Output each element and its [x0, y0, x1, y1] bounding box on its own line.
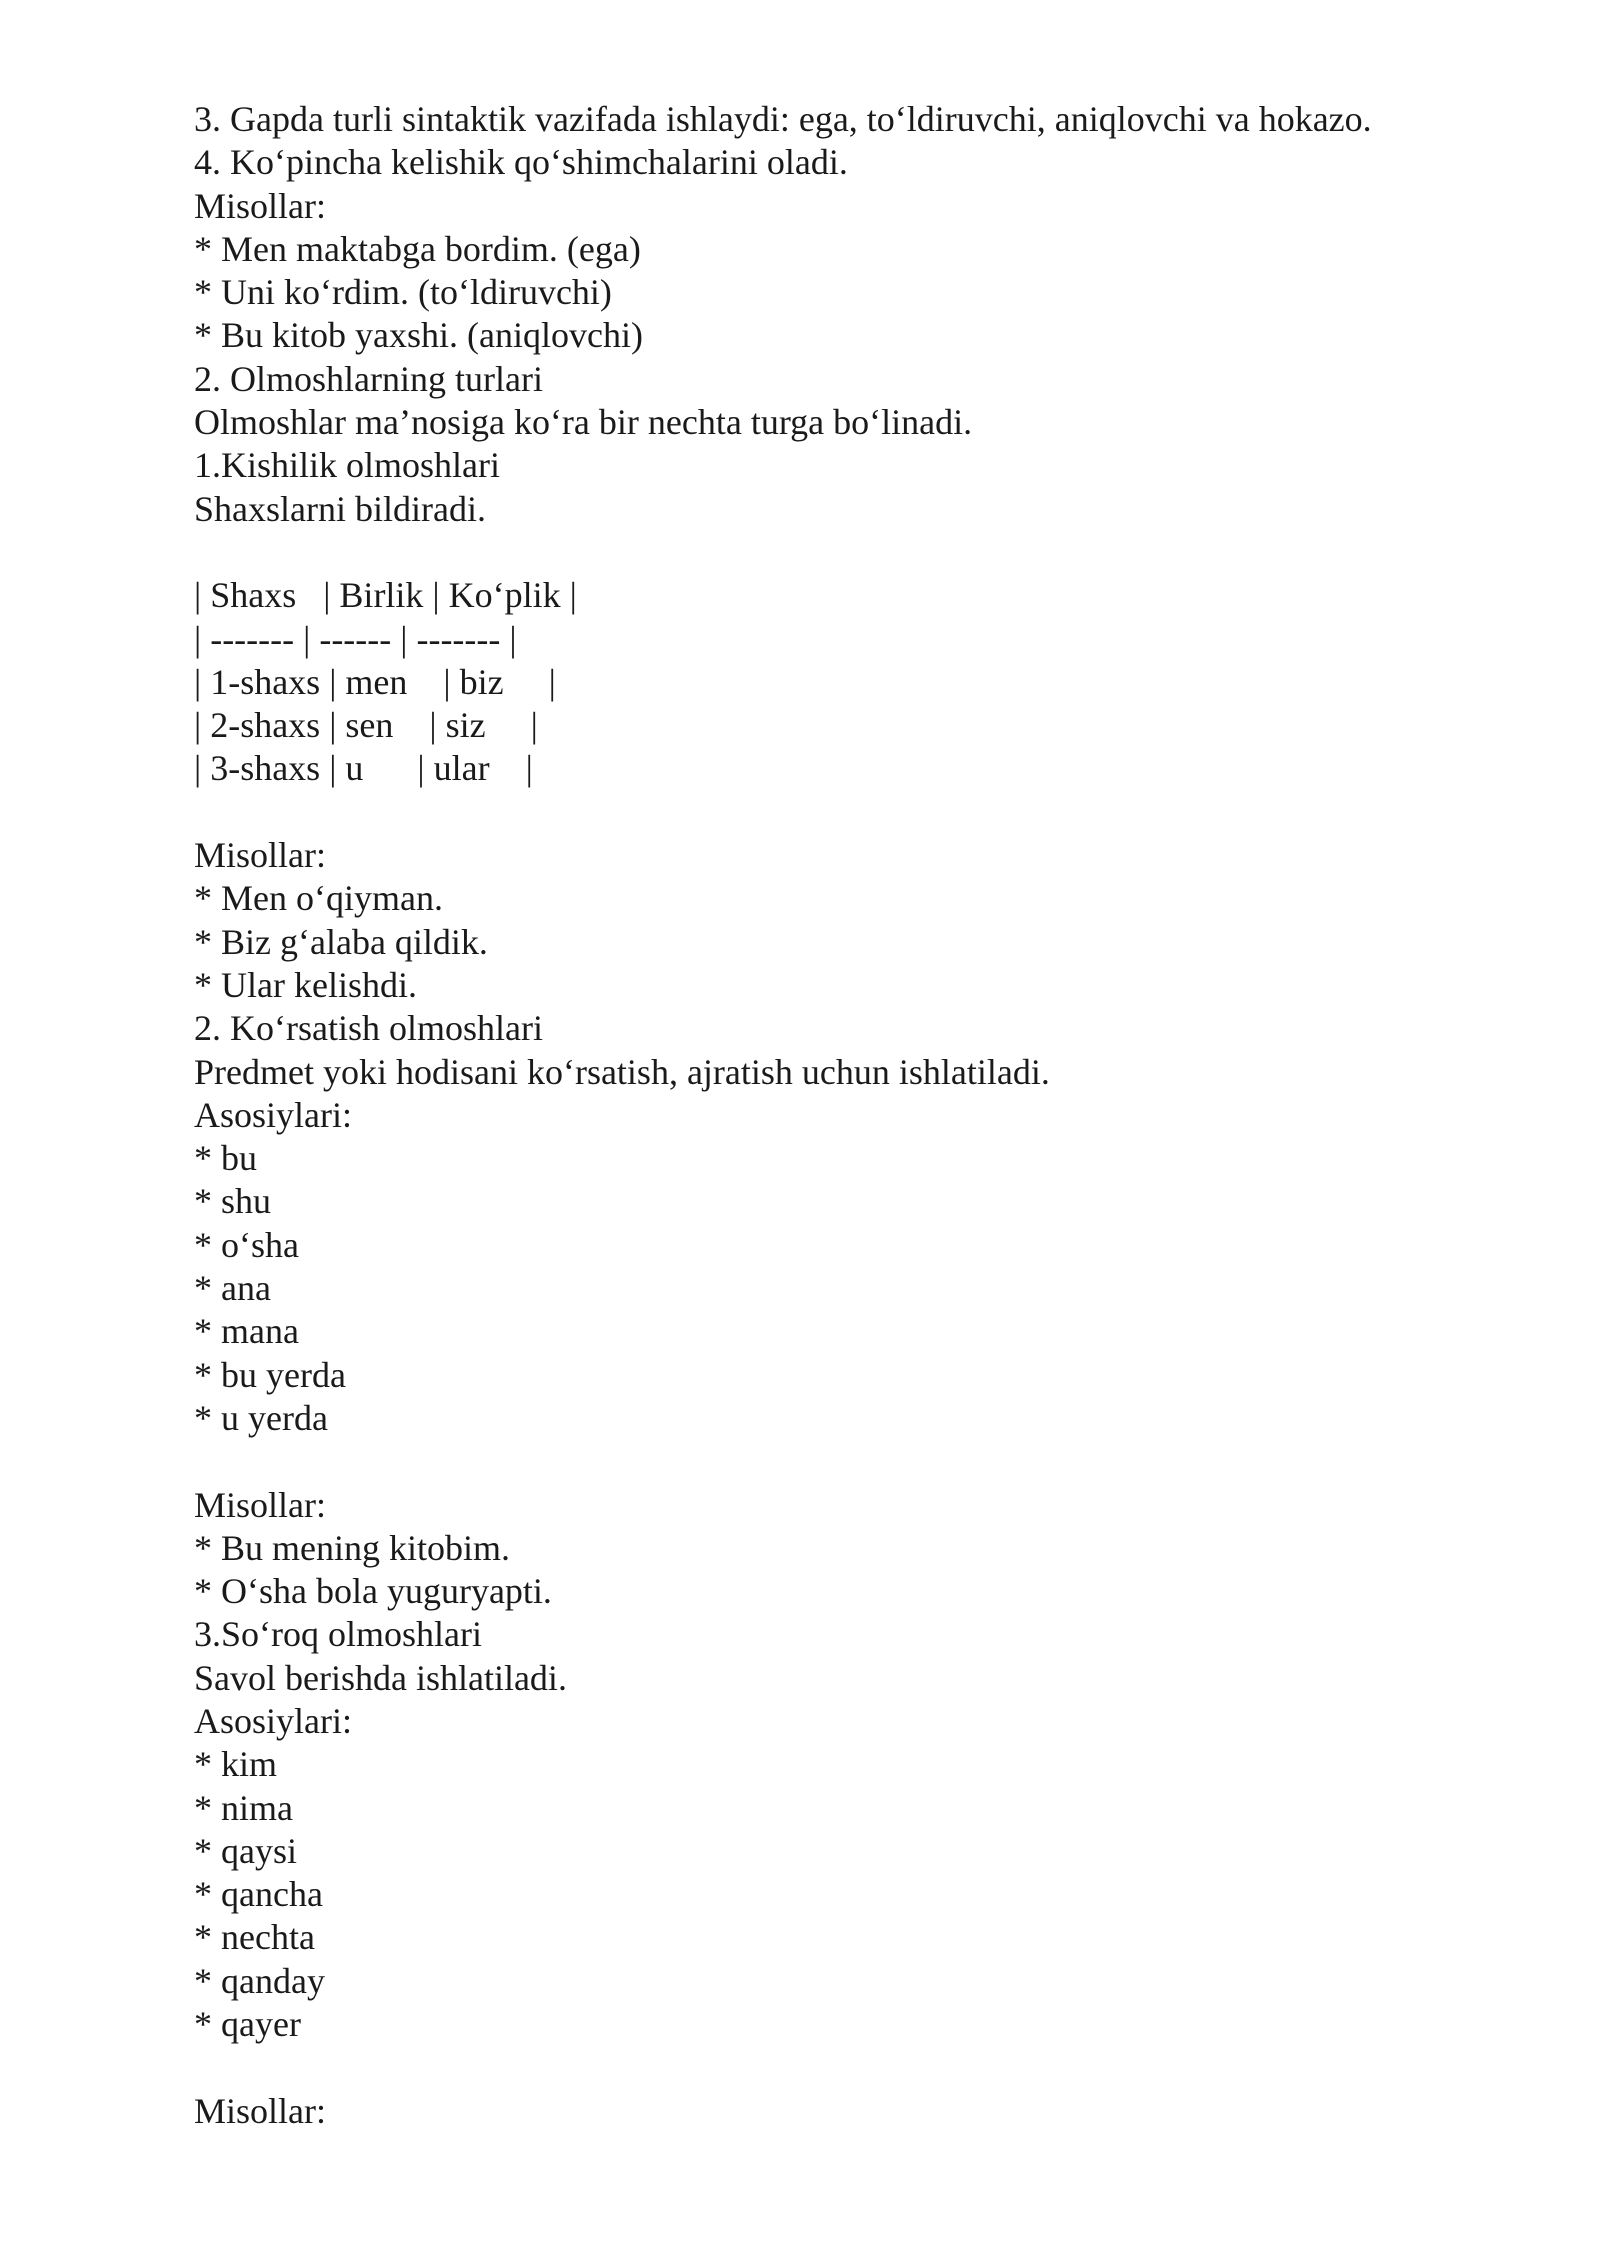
- text-line: Predmet yoki hodisani ko‘rsatish, ajratish uchun ishlatiladi.: [194, 1051, 1050, 1092]
- table-row: | 1-shaxs | men | biz |: [194, 661, 556, 702]
- list-item: * qancha: [194, 1874, 323, 1915]
- list-item: * mana: [194, 1311, 299, 1352]
- list-item: * o‘sha: [194, 1224, 299, 1265]
- text-line: * Men maktabga bordim. (ega): [194, 228, 641, 269]
- subsection-heading: 2. Ko‘rsatish olmoshlari: [194, 1008, 543, 1049]
- list-item: * Bu mening kitobim.: [194, 1527, 511, 1568]
- text-line: Olmoshlar ma’nosiga ko‘ra bir nechta turga bo‘linadi.: [194, 402, 973, 443]
- text-line: 3. Gapda turli sintaktik vazifada ishlaydi: ega, to‘ldiruvchi, aniqlovchi va hokazo.: [194, 99, 1372, 139]
- text-line: * Uni ko‘rdim. (to‘ldiruvchi): [194, 272, 612, 313]
- text-line: Savol berishda ishlatiladi.: [194, 1657, 567, 1698]
- list-item: * kim: [194, 1744, 278, 1785]
- list-item: * bu yerda: [194, 1354, 346, 1395]
- list-item: * nima: [194, 1787, 293, 1828]
- blank-line: [194, 791, 1554, 834]
- table-header-row: | Shaxs | Birlik | Ko‘plik |: [194, 575, 577, 616]
- subsection-heading: 1.Kishilik olmoshlari: [194, 445, 500, 486]
- text-line: Misollar:: [194, 2090, 326, 2131]
- text-line: Misollar:: [194, 1484, 326, 1525]
- text-line: Shaxslarni bildiradi.: [194, 488, 486, 529]
- list-item: * Men o‘qiyman.: [194, 878, 443, 919]
- text-line: Misollar:: [194, 835, 326, 876]
- list-item: * ana: [194, 1268, 271, 1309]
- list-item: * O‘sha bola yuguryapti.: [194, 1571, 552, 1612]
- document-body: [194, 98, 1554, 2133]
- text-line: * Bu kitob yaxshi. (aniqlovchi): [194, 315, 643, 356]
- blank-line: [194, 2046, 1554, 2089]
- text-line: Asosiylari:: [194, 1094, 352, 1135]
- list-item: * qayer: [194, 2004, 301, 2045]
- list-item: * qanday: [194, 1960, 325, 2001]
- blank-line: [194, 1440, 1554, 1483]
- subsection-heading: 3.So‘roq olmoshlari: [194, 1614, 482, 1655]
- text-line: Asosiylari:: [194, 1700, 352, 1741]
- text-line: Misollar:: [194, 185, 326, 226]
- list-item: * u yerda: [194, 1397, 328, 1438]
- table-row: | 3-shaxs | u | ular |: [194, 748, 533, 789]
- list-item: * nechta: [194, 1917, 315, 1958]
- list-item: * Ular kelishdi.: [194, 964, 417, 1005]
- blank-line: [194, 531, 1554, 574]
- text-line: 4. Ko‘pincha kelishik qo‘shimchalarini oladi.: [194, 142, 848, 183]
- table-separator-row: | ------- | ------ | ------- |: [194, 618, 517, 659]
- section-heading: 2. Olmoshlarning turlari: [194, 358, 543, 399]
- list-item: * Biz g‘alaba qildik.: [194, 921, 488, 962]
- table-row: | 2-shaxs | sen | siz |: [194, 705, 538, 746]
- list-item: * bu: [194, 1138, 257, 1179]
- list-item: * shu: [194, 1181, 272, 1222]
- list-item: * qaysi: [194, 1830, 297, 1871]
